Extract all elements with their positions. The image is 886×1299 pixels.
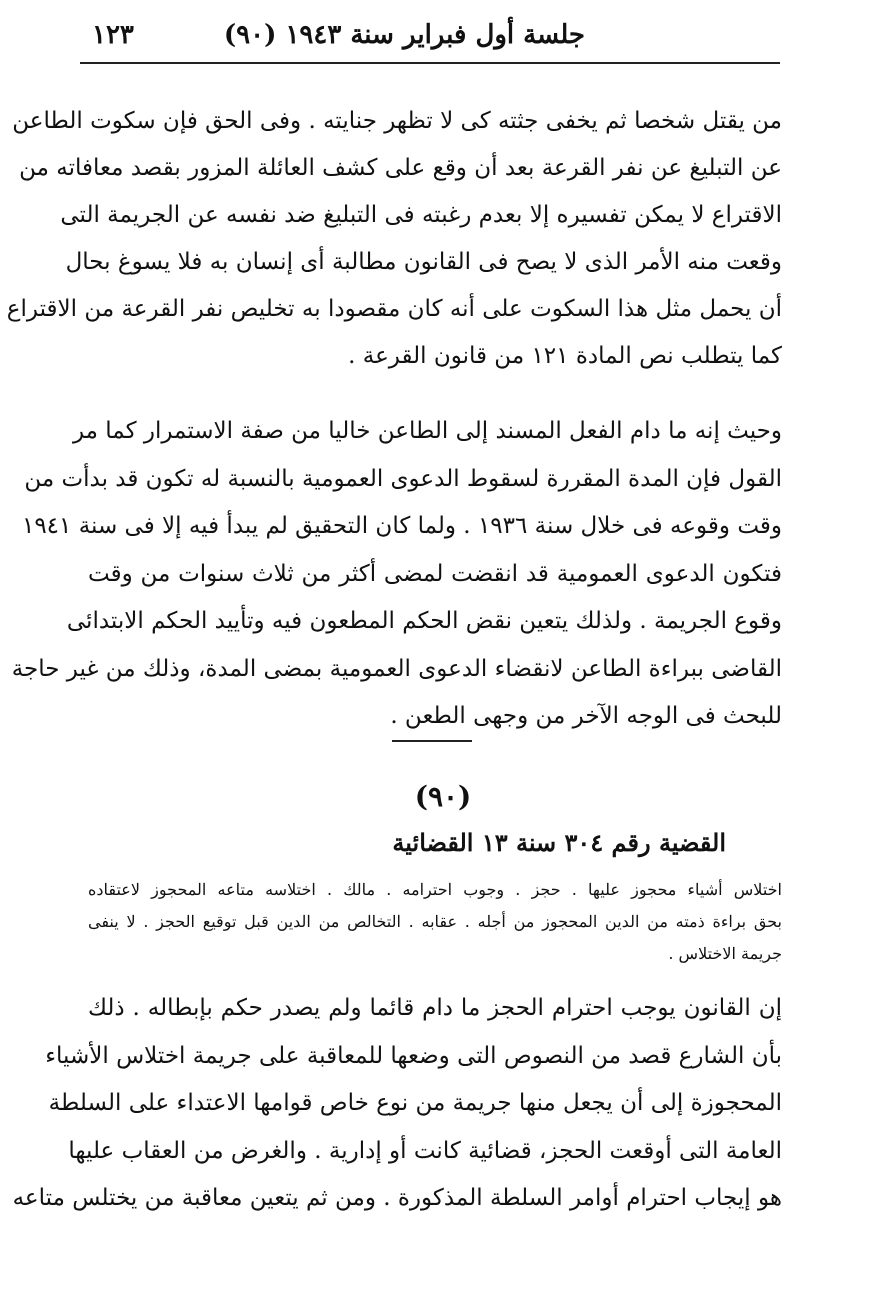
text-line: إن القانون يوجب احترام الحجز ما دام قائما ولم يصدر حكم بإبطاله . ذلك bbox=[88, 995, 782, 1021]
text-line: فتكون الدعوى العمومية قد انقضت لمضى أكثر من ثلاث سنوات من وقت bbox=[88, 560, 782, 587]
text-line: العامة التى أوقعت الحجز، قضائية كانت أو إدارية . والغرض من العقاب عليها bbox=[68, 1137, 782, 1164]
text-line: عن التبليغ عن نفر القرعة بعد أن وقع على كشف العائلة المزور بقصد معافاته من bbox=[19, 155, 782, 181]
section-separator bbox=[392, 740, 472, 742]
page-header bbox=[80, 18, 780, 58]
case-summary bbox=[88, 874, 782, 970]
text-line: هو إيجاب احترام أوامر السلطة المذكورة . ومن ثم يتعين معاقبة من يختلس متاعه bbox=[12, 1185, 782, 1211]
text-line: القول فإن المدة المقررة لسقوط الدعوى العمومية بالنسبة له تكون قد بدأت من bbox=[24, 465, 782, 492]
page-number: ١٢٣ bbox=[92, 20, 134, 50]
text-line: الاقتراع لا يمكن تفسيره إلا بعدم رغبته فى التبليغ ضد نفسه عن الجريمة التى bbox=[60, 202, 782, 228]
paragraph-3 bbox=[12, 985, 782, 1223]
summary-line: بحق براءة ذمته من الدين المحجوز من أجله . عقابه . التخالص من الدين قبل توقيع الحجز . لا ينفى bbox=[88, 912, 782, 931]
case-number: (٩٠) bbox=[414, 780, 472, 813]
text-line: وقت وقوعه فى خلال سنة ١٩٣٦ . ولما كان التحقيق لم يبدأ فيه إلا فى سنة ١٩٤١ bbox=[21, 513, 782, 539]
text-line: أن يحمل مثل هذا السكوت على أنه كان مقصودا به تخليص نفر القرعة من الاقتراع bbox=[6, 296, 782, 322]
text-line: للبحث فى الوجه الآخر من وجهى الطعن . bbox=[390, 703, 782, 729]
paragraph-1 bbox=[6, 98, 782, 380]
text-line: من يقتل شخصا ثم يخفى جثته كى لا تظهر جنايته . وفى الحق فإن سكوت الطاعن bbox=[12, 108, 782, 134]
summary-line: جريمة الاختلاس . bbox=[668, 944, 782, 963]
text-line: وحيث إنه ما دام الفعل المسند إلى الطاعن خاليا من صفة الاستمرار كما مر bbox=[72, 418, 782, 444]
header-title: جلسة أول فبراير سنة ١٩٤٣ (٩٠) bbox=[223, 20, 585, 50]
summary-line: اختلاس أشياء محجوز عليها . حجز . وجوب احترامه . مالك . اختلاسه متاعه المحجوز لاعتقاده bbox=[88, 880, 782, 899]
text-line: وقوع الجريمة . ولذلك يتعين نقض الحكم المطعون فيه وتأييد الحكم الابتدائى bbox=[66, 608, 782, 634]
text-line: القاضى ببراءة الطاعن لانقضاء الدعوى العمومية بمضى المدة، وذلك من غير حاجة bbox=[11, 655, 782, 682]
text-line: المحجوزة إلى أن يجعل منها جريمة من نوع خاص قوامها الاعتداء على السلطة bbox=[48, 1090, 782, 1116]
paragraph-2 bbox=[11, 408, 782, 741]
header-rule bbox=[80, 62, 780, 64]
text-line: بأن الشارع قصد من النصوص التى وضعها للمعاقبة على جريمة اختلاس الأشياء bbox=[45, 1042, 782, 1069]
case-reference: القضية رقم ٣٠٤ سنة ١٣ القضائية bbox=[392, 828, 726, 857]
text-line: وقعت منه الأمر الذى لا يصح فى القانون مطالبة أى إنسان به فلا يسوغ بحال bbox=[65, 249, 782, 275]
text-line: كما يتطلب نص المادة ١٢١ من قانون القرعة . bbox=[348, 343, 782, 369]
